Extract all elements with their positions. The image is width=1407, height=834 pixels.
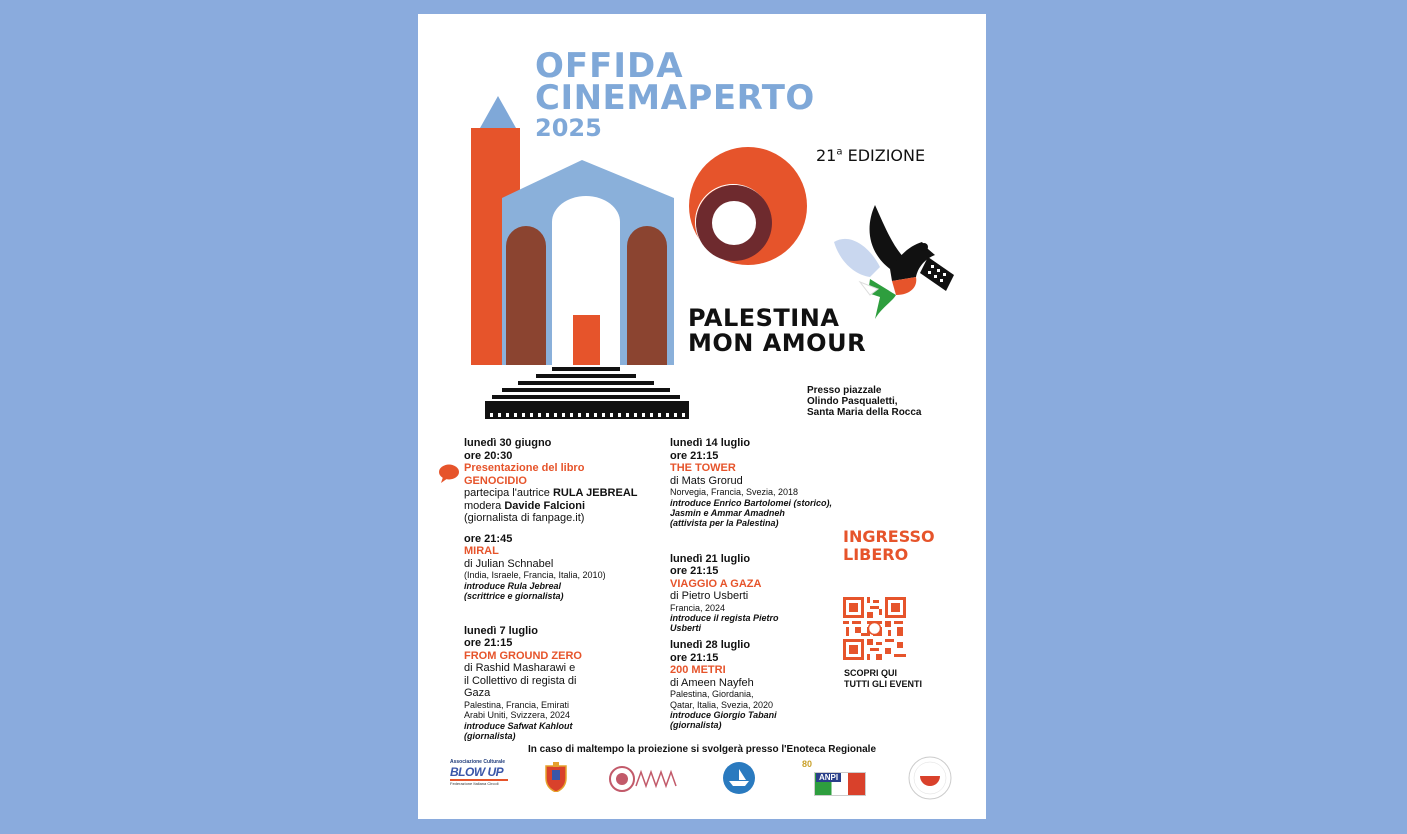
event-time: ore 21:45: [464, 532, 513, 545]
event-time: ore 20:30: [464, 449, 513, 462]
film-info: Arabi Uniti, Svizzera, 2024: [464, 710, 571, 720]
film-title: MIRAL: [464, 545, 499, 557]
moderator-role: (giornalista di fanpage.it): [464, 512, 585, 524]
event-moderator: modera Davide Falcioni: [464, 499, 586, 512]
schedule-left-column: [464, 437, 664, 741]
film-title: THE TOWER: [670, 462, 736, 474]
film-info: Palestina, Francia, Emirati: [464, 699, 570, 710]
film-title: FROM GROUND ZERO: [464, 649, 582, 662]
film-director: di Mats Grorud: [670, 474, 743, 487]
event-time: ore 21:15: [670, 565, 719, 577]
film-intro: introduce il regista Pietro: [670, 613, 779, 623]
film-intro: (giornalista): [670, 720, 722, 730]
venue-address: Presso piazzale Olindo Pasqualetti, Santa Maria della Rocca: [807, 385, 922, 418]
qr-code[interactable]: [843, 597, 906, 660]
event-time: ore 21:15: [464, 637, 513, 649]
event-time: ore 21:15: [670, 651, 719, 664]
film-info: Francia, 2024: [670, 602, 726, 613]
event-date: lunedì 30 giugno: [464, 437, 552, 449]
event-guest: partecipa l'autrice RULA JEBREAL: [464, 487, 638, 499]
film-director: Gaza: [464, 687, 491, 699]
film-title: 200 METRI: [670, 664, 726, 676]
film-info: Qatar, Italia, Svezia, 2020: [670, 699, 774, 710]
theme-title: PALESTINA MON AMOUR: [688, 304, 867, 357]
title-line-2: CINEMAPERTO: [535, 78, 815, 118]
edition-label: 21$^a$ EDIZIONE: [816, 146, 926, 165]
free-entry-label: INGRESSO LIBERO: [843, 527, 935, 564]
schedule-right-column: [670, 437, 850, 730]
event-time: ore 21:15: [670, 449, 719, 462]
film-intro: Jasmin e Ammar Amadneh: [670, 507, 785, 518]
anpi-logo: 80 ANPI: [802, 759, 866, 795]
event-date: lunedì 28 luglio: [670, 639, 751, 651]
film-intro: introduce Enrico Bartolomei (storico),: [670, 497, 833, 508]
film-director: di Pietro Usberti: [670, 590, 749, 602]
film-intro: introduce Safwat Kahlout: [464, 720, 573, 731]
event-date: lunedì 14 luglio: [670, 437, 751, 449]
film-director: di Julian Schnabel: [464, 557, 554, 570]
circular-badge-logo: [908, 756, 952, 800]
event-date: lunedì 7 luglio: [464, 624, 538, 637]
event-poster: [418, 14, 986, 819]
book-title: Presentazione del libro: [464, 462, 585, 474]
dove-icon: [830, 197, 958, 319]
film-info: Palestina, Giordania,: [670, 689, 754, 699]
film-director: di Rashid Masharawi e: [464, 662, 576, 674]
boat-logo: [722, 761, 756, 795]
film-reel-icon: [688, 146, 808, 266]
title-line-1: OFFIDA: [535, 46, 684, 86]
film-intro: (scrittrice e giornalista): [464, 590, 564, 601]
film-intro: introduce Giorgio Tabani: [670, 710, 777, 720]
film-intro: (giornalista): [464, 730, 516, 741]
film-intro: introduce Rula Jebreal: [464, 580, 562, 591]
film-title: VIAGGIO A GAZA: [670, 577, 762, 590]
film-info: Norvegia, Francia, Svezia, 2018: [670, 487, 799, 497]
church-illustration-icon: [468, 94, 693, 419]
film-intro: Usberti: [670, 623, 702, 633]
film-info: (India, Israele, Francia, Italia, 2010): [464, 570, 606, 580]
title-year: 2025: [535, 114, 602, 142]
speech-bubble-icon: [438, 464, 460, 484]
qr-caption: SCOPRI QUI TUTTI GLI EVENTI: [844, 668, 922, 689]
book-name: GENOCIDIO: [464, 474, 527, 487]
film-director: di Ameen Nayfeh: [670, 676, 754, 689]
crest-icon: [543, 762, 569, 792]
weather-notice: In caso di maltempo la proiezione si svolgerà presso l'Enoteca Regionale: [527, 744, 877, 755]
film-intro: (attivista per la Palestina): [670, 517, 779, 528]
cinemaperto-logo: [608, 764, 688, 794]
blowup-logo: Associazione Culturale BLOW UP Federazione Italiana Circoli: [450, 759, 518, 797]
film-director: il Collettivo di regista di: [464, 674, 577, 687]
event-date: lunedì 21 luglio: [670, 552, 751, 565]
